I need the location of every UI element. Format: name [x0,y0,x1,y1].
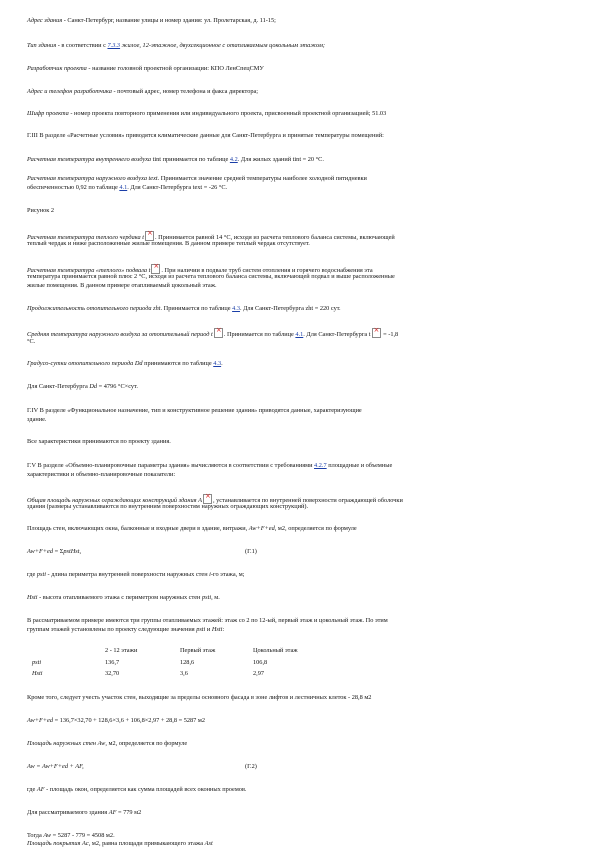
formula-number: (Г.1) [245,548,257,555]
formula-g2: Aw = Aw+F+ed + AF, [27,763,84,770]
paragraph-tint: Расчетная температура внутреннего воздуха tint принимается по таблице 4.2. Для жилых зданий tint = 20 °С. [27,156,324,163]
figure-caption: Рисунок 2 [27,207,55,214]
paragraph-section-g4: Г.IV В разделе «Функциональное назначение, тип и конструктивное решение здания» приводятся данные, характеризующие [27,407,362,414]
paragraph-window-value: Для рассматриваемого здания AF = 779 м2 [27,809,142,816]
paragraph-aw-value: Тогда Aw = 5287 - 779 = 4508 м2. [27,832,115,839]
link-4-1[interactable]: 4.1 [119,183,128,191]
table-cell: 2,97 [253,670,265,677]
link-7-3-3[interactable]: 7.3.3 [107,42,121,49]
paragraph-tht-line2: °С. [27,337,36,345]
broken-image-icon [372,328,381,338]
paragraph-text: Расчетная температура наружного воздуха text. Принимается значение средней температуры наиболее холодной пятидневки [27,175,367,182]
paragraph-dd: Градусо-сутки отопительного периода Dd принимаются по таблице 4.3. [27,360,223,367]
paragraph-text-line2: обеспеченностью 0,92 по таблице 4.1. Для Санкт-Петербурга text = -26 °С. [27,183,228,191]
paragraph-window-area: где AF - площадь окон, определяется как сумма площадей всех оконных проемов. [27,786,247,793]
paragraph-external-walls: Площадь наружных стен Aw, м2, определяется по формуле [27,740,188,747]
paragraph-building-address: Адрес здания - Санкт-Петербург, название улицы и номер здания: ул. Пролетарская, д. 11-15; [27,17,276,24]
paragraph-where-psti: где psti - длина периметра внутренней поверхности наружных стен i-го этажа, м; [27,571,245,578]
formula-g1: Aw+F+ed = ΣpstHst, [27,548,82,555]
paragraph-building-type: Тип здания - в соответствии с 7.3.3 жилое, 12-этажное, двухсекционное с отапливаемым цокольным этажом; [27,42,325,49]
paragraph-wall-area: Площадь стен, включающих окна, балконные и входные двери в здание, витражи, Aw+F+ed, м2, определяется по формуле [27,525,357,532]
formula-number: (Г.2) [245,763,257,770]
paragraph-developer: Разработчик проекта - название головной проектной организации: КПО ЛенСпецСМУ [27,65,264,72]
broken-image-icon [214,328,223,338]
paragraph-section-g3: Г.III В разделе «Расчетные условия» приводятся климатические данные для Санкт-Петербурга и принятые температуры помещений: [27,132,384,139]
paragraph-section-g4-line2: здание. [27,415,47,423]
link-4-1[interactable]: 4.1 [295,331,304,338]
table-row-label: psti [32,659,42,666]
paragraph-hsti: Hsti - высота отапливаемого этажа с периметром наружных стен psti, м. [27,594,220,601]
paragraph-basement-temp-line3: жилые помещения. В данном примере отапливаемый цокольный этаж. [27,281,217,289]
table-cell: 106,8 [253,659,268,666]
paragraph-tht: Средняя температура наружного воздуха за отопительный период t× . Принимается по таблице 4.1. Для Санкт-Петербурга t× = -1,8 [27,328,398,340]
paragraph-extra-walls: Кроме того, следует учесть участок стен, выходящие за пределы основного фасада в зоне лифтов и лестничных клеток - 28,8 м2 [27,694,372,701]
link-4-3[interactable]: 4.3 [213,360,222,367]
table-cell: 3,6 [180,670,188,677]
paragraph-developer-address: Адрес и телефон разработчика - почтовый адрес, номер телефона и факса директора; [27,88,259,95]
paragraph-attic-temp-line2: теплый чердак и ниже расположенные жилые помещения. В данном примере теплый чердак отсутствует. [27,240,310,247]
paragraph-basement-temp-line2: температура принимается равной плюс 2 °С, исходя из расчета теплового баланса системы, включающей подвал и выше расположенные [27,273,395,280]
paragraph-floor-groups: В рассматриваемом примере имеются три группы отапливаемых этажей: этаж со 2 по 12-ый, первый этаж и цокольный этаж. По этим [27,617,388,624]
paragraph-project-code: Шифр проекта - номер проекта повторного применения или индивидуального проекта, присвоенный проектной организацией; 51.03 [27,110,387,117]
paragraph-zht: Продолжительность отопительного периода zht. Принимается по таблице 4.3. Для Санкт-Петербурга zht = 220 сут. [27,305,341,312]
paragraph-total-area: Общая площадь наружных ограждающих конструкций здания А× , устанавливается по внутренней поверхности ограждающей оболочки [27,494,403,506]
paragraph-basement-temp: Расчетная температура «теплого» подвала t× . При наличии в подвале труб систем отопления и горячего водоснабжения эта [27,264,373,276]
paragraph-floor-groups-line2: группам этажей установлены по проекту следующие значения psti и Hsti: [27,625,225,633]
table-header: Первый этаж [180,647,216,654]
table-header: 2 - 12 этажи [105,647,138,654]
link-4-2[interactable]: 4.2 [229,156,238,163]
paragraph-characteristics: Все характеристики принимаются по проекту здания. [27,438,171,445]
table-row-label: Hsti [32,670,43,677]
paragraph-total-area-line2: здания (размеры устанавливаются по внутренним поверхностям наружных ограждающих конструкций). [27,502,309,510]
paragraph-section-g5-line2: характеристики и объемно-планировочные показатели: [27,470,176,478]
paragraph-roof-area: Площадь покрытия Ac, м2, равна площади примыкающего этажа Ast [27,840,213,847]
table-cell: 136,7 [105,659,120,666]
link-4-2-7[interactable]: 4.2.7 [314,462,327,469]
formula-total-walls: Aw+F+ed = 136,7×32,70 + 128,6×3,6 + 106,8×2,97 + 28,8 = 5287 м2 [27,717,206,724]
paragraph-section-g5: Г.V В разделе «Объемно-планировочные параметры здания» вычисляются в соответствии с требованиями 4.2.7 площадные и объемные [27,462,393,469]
table-cell: 32,70 [105,670,120,677]
paragraph-attic-temp: Расчетная температура теплого чердака t× . Принимается равной 14 °С, исходя из расчета теплового баланса системы, включающей [27,231,395,243]
paragraph-dd-value: Для Санкт-Петербурга Dd = 4796 °С×сут. [27,383,138,390]
table-header: Цокольный этаж [253,647,298,654]
table-cell: 128,6 [180,659,195,666]
link-4-3[interactable]: 4.3 [232,305,240,312]
floor-parameters-table [27,647,427,687]
